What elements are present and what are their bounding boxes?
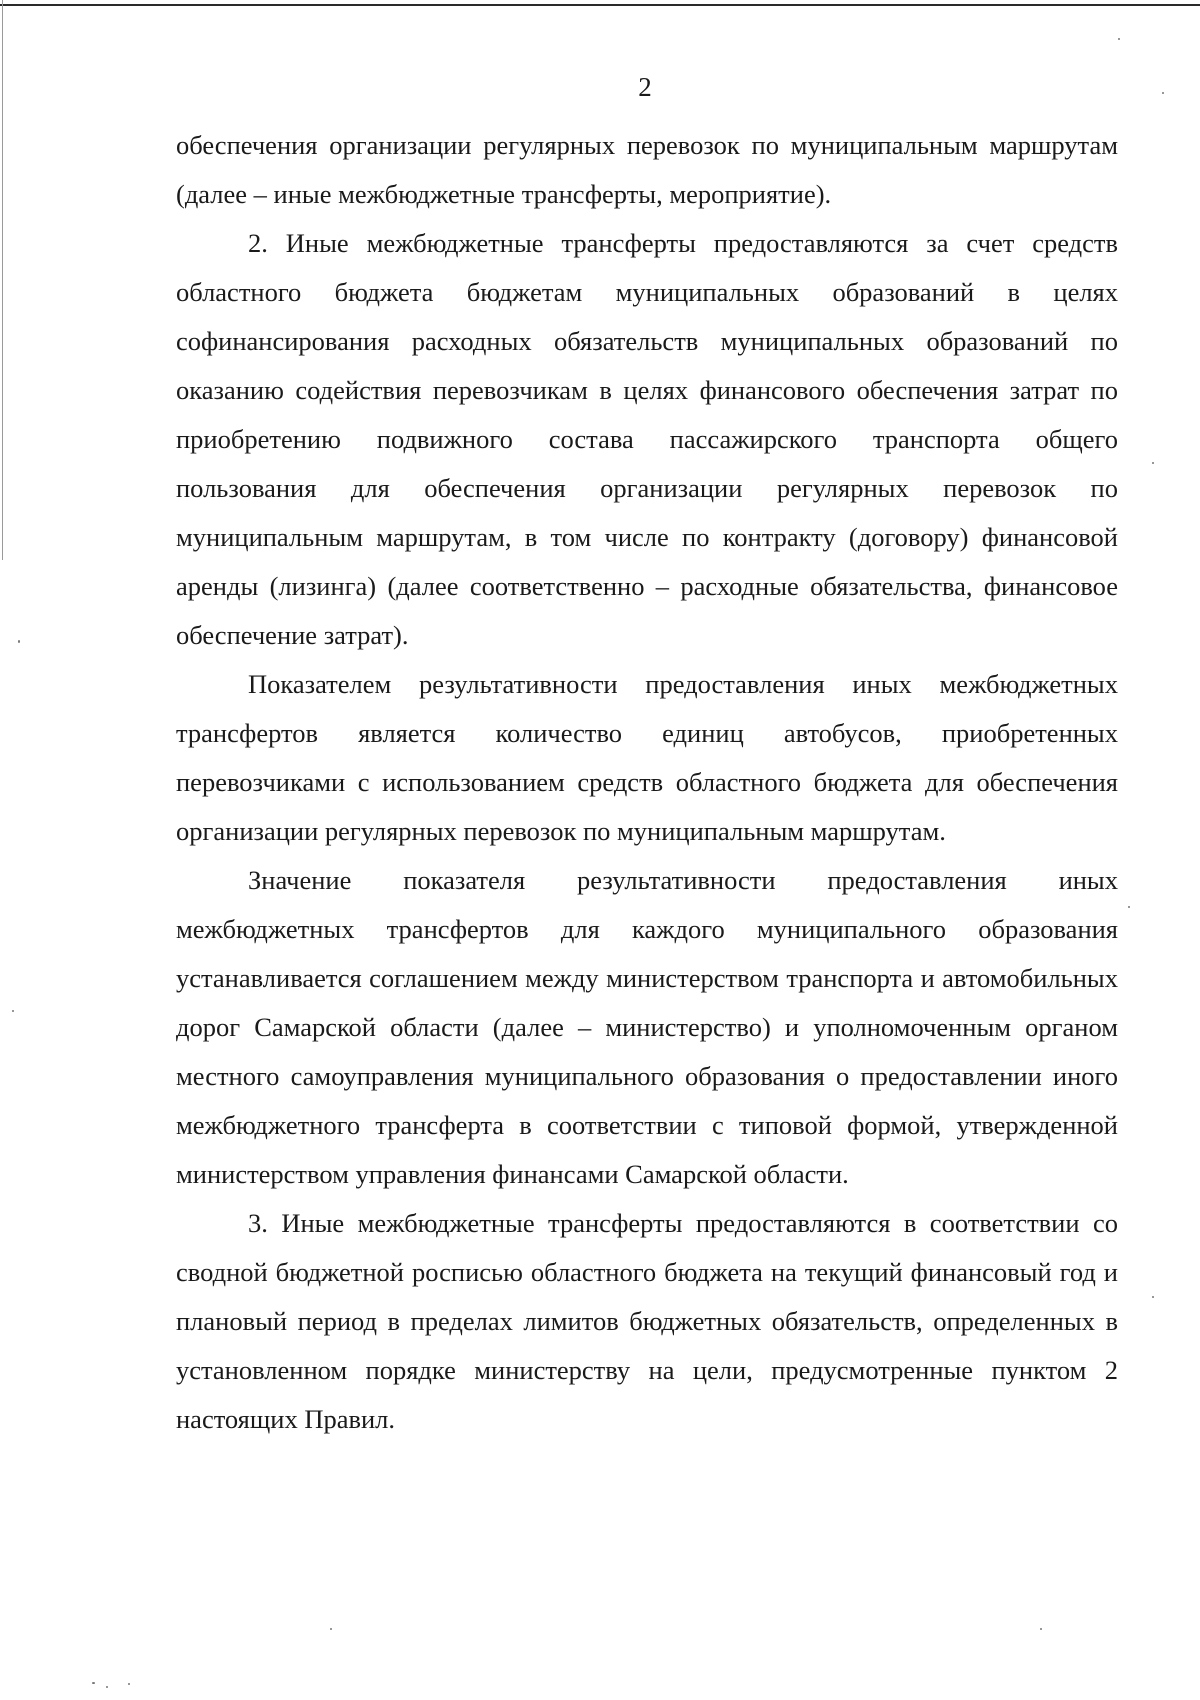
paragraph-item-2: 2. Иные межбюджетные трансферты предоставляются за счет средств областного бюджета бюджетам муниципальных образований в целях софинансирования расходных обязательств муниципальных образований по оказанию содействия перевозчикам в целях финансового обеспечения затрат по приобретению подвижного состава пассажирского транспорта общего пользования для обеспечения организации регулярных перевозок по муниципальным маршрутам, в том числе по контракту (договору) финансовой аренды (лизинга) (далее соответственно – расходные обязательства, финансовое обеспечение затрат). xyxy=(176,228,1118,650)
scan-speck xyxy=(330,1628,332,1630)
scan-speck xyxy=(1118,38,1120,40)
scan-speck xyxy=(1128,906,1130,908)
paragraph-item-3: 3. Иные межбюджетные трансферты предоставляются в соответствии со сводной бюджетной росписью областного бюджета на текущий финансовый год и плановый период в пределах лимитов бюджетных обязательств, определенных в установленном порядке министерству на цели, предусмотренные пунктом 2 настоящих Правил. xyxy=(176,1208,1118,1434)
page-number: 2 xyxy=(638,72,652,102)
scan-edge-top xyxy=(0,4,1200,6)
scan-speck xyxy=(1152,1296,1154,1298)
paragraph-indicator-value: Значение показателя результативности предоставления иных межбюджетных трансфертов для каждого муниципального образования устанавливается соглашением между министерством транспорта и автомобильных дорог Самарской области (далее – министерство) и уполномоченным органом местного самоуправления муниципального образования о предоставлении иного межбюджетного трансферта в соответствии с типовой формой, утвержденной министерством управления финансами Самарской области. xyxy=(176,865,1118,1189)
document-body xyxy=(176,121,1118,1444)
scan-speck xyxy=(106,1686,108,1688)
scan-speck xyxy=(128,1683,130,1685)
scan-speck xyxy=(1162,92,1164,94)
paragraph-continuation: обеспечения организации регулярных перевозок по муниципальным маршрутам (далее – иные межбюджетные трансферты, мероприятие). xyxy=(176,130,1118,209)
scan-speck xyxy=(12,1010,14,1012)
scan-speck xyxy=(18,640,20,643)
scan-speck xyxy=(1152,462,1154,464)
paragraph-indicator: Показателем результативности предоставления иных межбюджетных трансфертов является количество единиц автобусов, приобретенных перевозчиками с использованием средств областного бюджета для обеспечения организации регулярных перевозок по муниципальным маршрутам. xyxy=(176,669,1118,846)
scan-speck xyxy=(1040,1628,1042,1630)
scan-speck xyxy=(92,1682,95,1684)
